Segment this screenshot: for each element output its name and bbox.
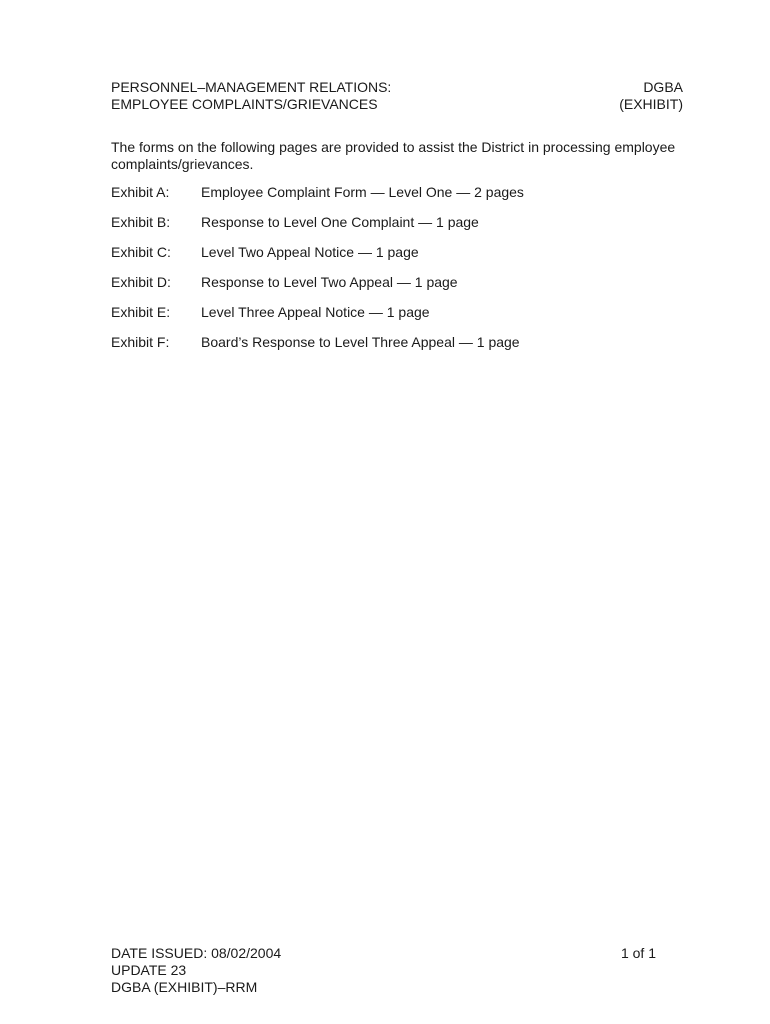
exhibit-label: Exhibit D: bbox=[111, 274, 171, 290]
exhibit-label: Exhibit F: bbox=[111, 334, 170, 350]
exhibit-row-d bbox=[111, 274, 683, 304]
header-code: DGBA bbox=[643, 79, 683, 95]
exhibit-label: Exhibit A: bbox=[111, 184, 170, 200]
exhibit-label: Exhibit C: bbox=[111, 244, 171, 260]
exhibit-row-b bbox=[111, 214, 683, 244]
exhibit-description: Response to Level One Complaint — 1 page bbox=[201, 214, 479, 230]
exhibit-description: Response to Level Two Appeal — 1 page bbox=[201, 274, 458, 290]
exhibit-list bbox=[111, 184, 683, 364]
footer-info-block bbox=[111, 945, 281, 996]
header-title-block bbox=[111, 79, 391, 113]
exhibit-row-c bbox=[111, 244, 683, 274]
exhibit-description: Board’s Response to Level Three Appeal — 1 page bbox=[201, 334, 520, 350]
header-title-line-2: EMPLOYEE COMPLAINTS/GRIEVANCES bbox=[111, 96, 378, 112]
header-title-line-1: PERSONNEL–MANAGEMENT RELATIONS: bbox=[111, 79, 392, 95]
exhibit-description: Level Three Appeal Notice — 1 page bbox=[201, 304, 430, 320]
page-footer bbox=[111, 945, 656, 996]
exhibit-row-f bbox=[111, 334, 683, 364]
header-code-block bbox=[619, 79, 683, 113]
page-number: 1 of 1 bbox=[620, 945, 656, 961]
intro-paragraph: The forms on the following pages are provided to assist the District in processing employee complaints/grievances. bbox=[111, 139, 676, 172]
page-header bbox=[111, 79, 683, 113]
exhibit-label: Exhibit B: bbox=[111, 214, 171, 230]
exhibit-description: Level Two Appeal Notice — 1 page bbox=[201, 244, 419, 260]
exhibit-row-e bbox=[111, 304, 683, 334]
footer-date-issued: DATE ISSUED: 08/02/2004 bbox=[111, 945, 282, 961]
footer-code: DGBA (EXHIBIT)–RRM bbox=[111, 979, 258, 995]
exhibit-description: Employee Complaint Form — Level One — 2 pages bbox=[201, 184, 524, 200]
header-code-type: (EXHIBIT) bbox=[619, 96, 683, 112]
footer-update: UPDATE 23 bbox=[111, 962, 187, 978]
exhibit-label: Exhibit E: bbox=[111, 304, 171, 320]
exhibit-row-a bbox=[111, 184, 683, 214]
